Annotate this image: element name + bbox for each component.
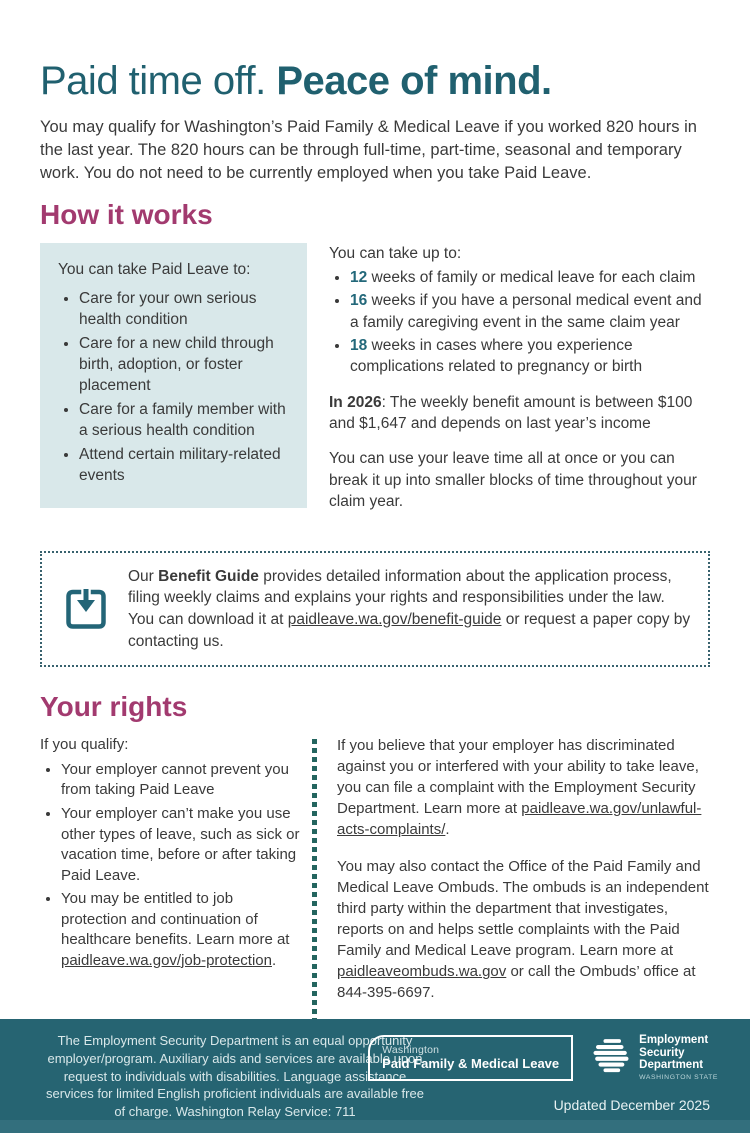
weeks-intro: You can take up to:	[329, 245, 462, 263]
your-rights-columns	[40, 735, 710, 1019]
page-title-regular: Paid time off.	[40, 59, 277, 103]
page-title-bold: Peace of mind.	[276, 59, 552, 103]
benefit-amount-paragraph	[329, 392, 710, 435]
benefit-guide-text	[128, 566, 692, 653]
rights-intro: If you qualify:	[40, 736, 129, 754]
list-item: • Care for a family member with a serious health condition	[79, 400, 289, 442]
how-it-works-heading: How it works	[40, 199, 213, 231]
page-title	[40, 60, 710, 103]
paid-leave-reasons-box	[40, 243, 307, 507]
rights-item3-pre: You may be entitled to job protection and continuation of healthcare benefits. Learn more at	[61, 890, 290, 949]
job-protection-link[interactable]: paidleave.wa.gov/job-protection	[61, 951, 272, 969]
esd-logo-text	[639, 1034, 718, 1081]
intro-paragraph: You may qualify for Washington’s Paid Family & Medical Leave if you worked 820 hours in the last year. The 820 hours can be through full-time, part-time, seasonal and temporary work. You do not need to be currently employed when you take Paid Leave.	[40, 118, 697, 182]
updated-date: Updated December 2025	[553, 1097, 710, 1114]
leave-box-intro: You can take Paid Leave to:	[58, 261, 251, 279]
list-item	[350, 335, 710, 378]
download-icon	[62, 585, 110, 633]
weeks-list	[329, 267, 710, 378]
complaint-pre: If you believe that your employer has discriminated against you or interfered with your ability to take leave, you can file a complaint with the Employment Security Department. Learn more at	[337, 737, 699, 818]
esd-line-1: Employment	[639, 1034, 709, 1047]
benefit-guide-link[interactable]: paidleave.wa.gov/benefit-guide	[287, 610, 502, 628]
rights-item3-post: .	[271, 951, 277, 969]
list-item: • Your employer can’t make you use other types of leave, such as sick or vacation time, before or after taking Paid Leave.	[61, 804, 300, 886]
ombuds-post: or call the Ombuds’ office at 844-395-6697.	[337, 963, 696, 1002]
benefit-guide-callout	[40, 551, 710, 668]
leave-reasons-list	[58, 289, 289, 486]
pfml-logo-washington: Washington	[382, 1043, 440, 1056]
list-item	[350, 267, 710, 288]
weeks-text: weeks in cases where you experience complications related to pregnancy or birth	[350, 336, 643, 376]
list-item: • Care for your own serious health condition	[79, 289, 289, 331]
benefit-guide-mid: provides detailed information about the application process, filing weekly claims and explains your rights and responsibilities under the law. You can download it at	[128, 567, 672, 628]
list-item	[61, 889, 300, 971]
esd-globe-icon	[591, 1035, 631, 1080]
weeks-column	[329, 243, 710, 526]
esd-line-2: Security	[639, 1046, 685, 1059]
weeks-number: 18	[350, 336, 368, 354]
list-item: • Your employer cannot prevent you from taking Paid Leave	[61, 760, 300, 801]
list-item	[350, 290, 710, 333]
ombuds-pre: You may also contact the Office of the Paid Family and Medical Leave Ombuds. The ombuds is an independent third party within the department that investigates, reports on and helps settle complaints with the Paid Family and Medical Leave program. Learn more at	[337, 858, 709, 960]
complaint-post: .	[445, 821, 450, 839]
benefit-guide-post: or request a paper copy by contacting us.	[128, 610, 691, 650]
leave-flexibility-paragraph: You can use your leave time all at once or you can break it up into smaller blocks of time throughout your claim year.	[329, 450, 697, 511]
benefit-year: In 2026	[329, 393, 382, 411]
pfml-logo-name: Paid Family & Medical Leave	[382, 1055, 560, 1071]
paid-family-medical-leave-logo	[368, 1035, 573, 1081]
your-rights-heading: Your rights	[40, 691, 188, 723]
benefit-guide-pre: Our	[128, 567, 159, 585]
ombuds-link[interactable]: paidleaveombuds.wa.gov	[337, 963, 507, 981]
list-item: • Attend certain military-related events	[79, 445, 289, 487]
rights-left-column	[40, 735, 300, 1019]
complaint-paragraph	[337, 735, 710, 840]
footer	[0, 1019, 750, 1133]
ombuds-paragraph	[337, 856, 710, 1003]
unlawful-acts-link[interactable]: paidleave.wa.gov/unlawful-acts-complaints/	[337, 800, 702, 839]
employment-security-department-logo	[591, 1034, 718, 1081]
how-it-works-columns	[40, 243, 710, 526]
benefit-guide-name: Benefit Guide	[158, 567, 259, 585]
list-item: • Care for a new child through birth, adoption, or foster placement	[79, 334, 289, 397]
benefit-text: : The weekly benefit amount is between $100 and $1,647 and depends on last year’s income	[329, 393, 693, 433]
esd-line-3: Department	[639, 1059, 704, 1072]
dotted-divider	[312, 739, 317, 1019]
equal-opportunity-disclaimer: The Employment Security Department is an equal opportunity employer/program. Auxiliary aids and services are available upon request to individuals with disabilities. Language assistance services for limited English proficient individuals are available free of charge. Washington Relay Service: 711	[46, 1033, 424, 1120]
footer-logos	[368, 1034, 718, 1081]
weeks-text: weeks of family or medical leave for each claim	[367, 268, 696, 286]
rights-list	[40, 760, 300, 971]
weeks-text: weeks if you have a personal medical event and a family caregiving event in the same claim year	[350, 292, 702, 331]
esd-state-label: WASHINGTON STATE	[639, 1073, 718, 1081]
weeks-number: 12	[350, 268, 368, 286]
weeks-number: 16	[350, 292, 368, 310]
rights-right-column	[337, 735, 710, 1019]
footer-accent-strip	[0, 1120, 750, 1133]
